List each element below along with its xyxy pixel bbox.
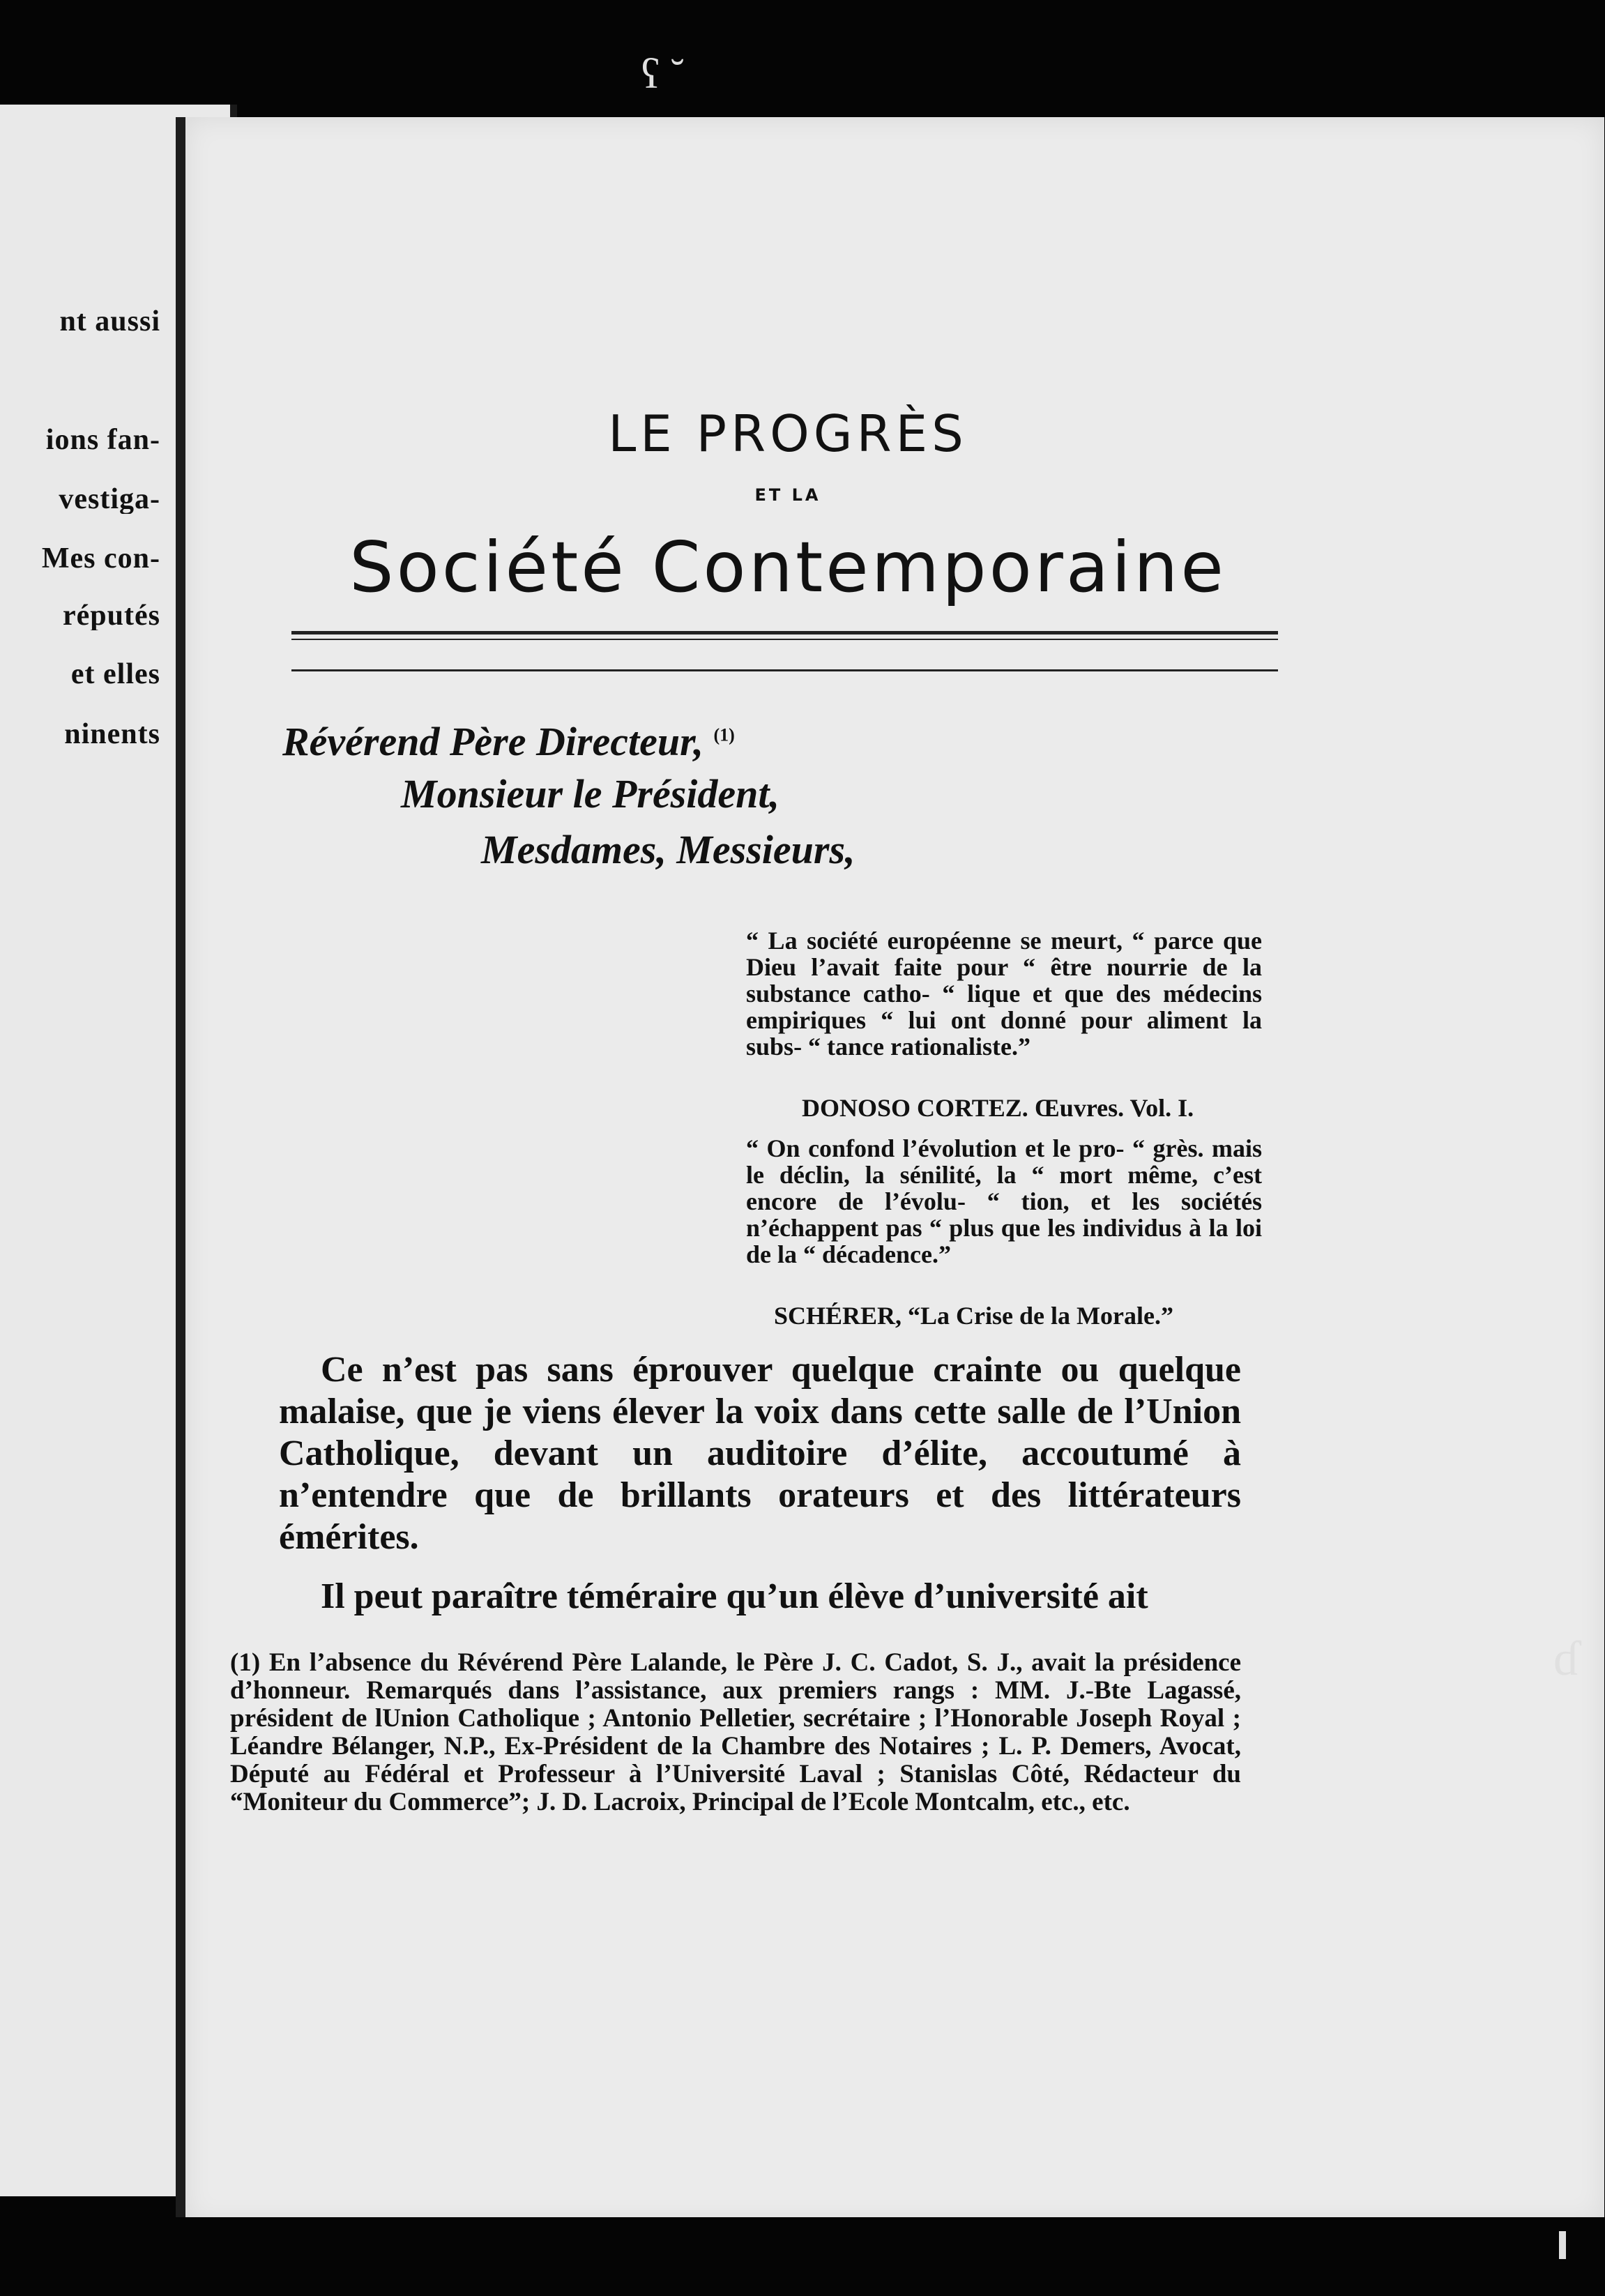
left-page-line: et elles	[70, 660, 160, 689]
left-page-line: Mes con-	[41, 544, 160, 573]
title-rule	[291, 631, 1278, 634]
epigraph-source: SCHÉRER, “La Crise de la Morale.”	[774, 1302, 1173, 1330]
epigraph-source: DONOSO CORTEZ. Œuvres. Vol. I.	[802, 1094, 1194, 1122]
scan-mark	[1559, 2231, 1566, 2259]
epigraph-text: “ La société européenne se meurt, “ parce que Dieu l’avait faite pour “ être nourrie de la substance catho- “ lique et que des médecins empiriques “ lui ont donné pour aliment la subs- “ tance rationaliste.”	[746, 927, 1262, 1060]
left-page-line: ions fan-	[45, 425, 160, 455]
left-page-line: nt aussi	[59, 307, 160, 336]
body-paragraph: Il peut paraître téméraire qu’un élève d’université ait	[321, 1576, 1148, 1616]
salutation-line: Monsieur le Président,	[401, 771, 779, 816]
salutation-line	[282, 718, 735, 765]
left-page-line: vestiga-	[59, 485, 160, 514]
salutation-text: Révérend Père Directeur,	[282, 719, 704, 764]
epigraph-text: “ On confond l’évolution et le pro- “ grès. mais le déclin, la sénilité, la “ mort même, c’est encore de l’évolu- “ tion, et les sociétés n’échappent pas “ plus que les individus à la loi de la “ décadence.”	[746, 1134, 1262, 1268]
title-conjunction: ET LA	[754, 485, 821, 505]
title-main: LE PROGRÈS	[608, 404, 968, 463]
left-page-line: ninents	[64, 720, 160, 749]
title-rule	[291, 639, 1278, 640]
scan-background	[176, 2217, 1605, 2296]
title-subject: Société Contemporaine	[349, 526, 1226, 608]
left-page-line: réputés	[63, 601, 160, 630]
footnote-reference: (1)	[713, 724, 735, 745]
scan-mark: ʕ ˘	[641, 51, 685, 97]
footnote: (1) En l’absence du Révérend Père Lalande, le Père J. C. Cadot, S. J., avait la présidence d’honneur. Remarqués dans l’assistance, aux premiers rangs : MM. J.-Bte Lagassé, président de lUnion Catholique ; Antonio Pelletier, secrétaire ; l’Honorable Joseph Royal ; Léandre Bélanger, N.P., Ex-Président de la Chambre des Notaires ; L. P. Demers, Avocat, Député au Fédéral et Professeur à l’Université Laval ; Stanislas Côté, Rédacteur du “Moniteur du Commerce”; J. D. Lacroix, Principal de l’Ecole Montcalm, etc., etc.	[230, 1648, 1241, 1816]
salutation-line: Mesdames, Messieurs,	[481, 827, 855, 872]
body-paragraph: Ce n’est pas sans éprouver quelque crainte ou quelque malaise, que je viens élever la voix dans cette salle de l’Union Catholique, devant un auditoire d’élite, accoutumé à n’entendre que de brillants orateurs et des littérateurs émérites.	[279, 1350, 1241, 1557]
scan-mark: ɗ	[1553, 1632, 1578, 1686]
title-rule	[291, 669, 1278, 671]
